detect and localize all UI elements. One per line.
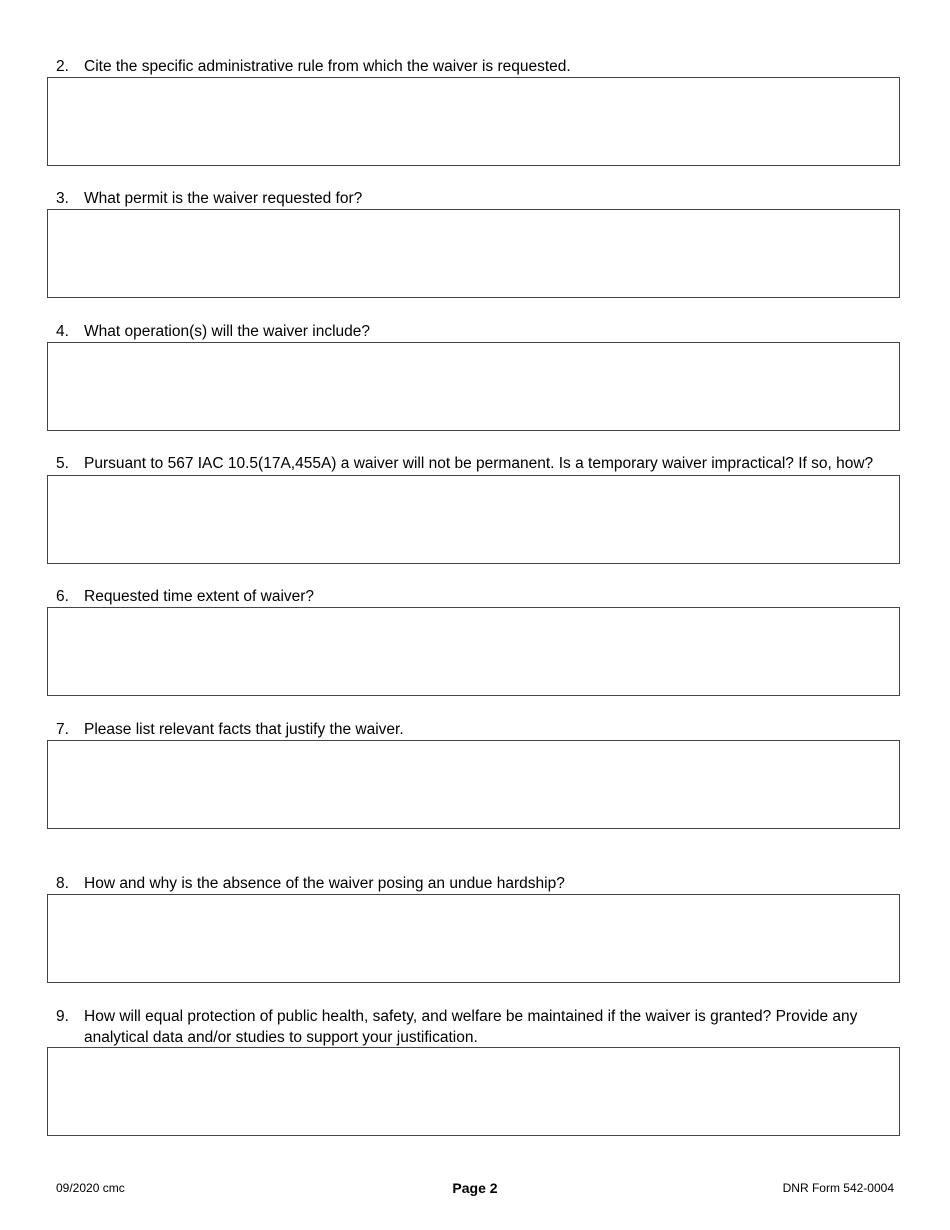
question-6 bbox=[56, 586, 896, 607]
question-number: 6. bbox=[56, 588, 69, 605]
answer-box-3[interactable] bbox=[47, 209, 900, 298]
answer-box-7[interactable] bbox=[47, 740, 900, 829]
question-8 bbox=[56, 873, 896, 894]
question-5 bbox=[56, 453, 896, 474]
answer-box-8[interactable] bbox=[47, 894, 900, 983]
question-7 bbox=[56, 719, 896, 740]
question-text: What permit is the waiver requested for? bbox=[84, 190, 363, 207]
answer-box-4[interactable] bbox=[47, 342, 900, 431]
question-2 bbox=[56, 56, 896, 77]
question-text: Pursuant to 567 IAC 10.5(17A,455A) a waiver will not be permanent. Is a temporary waiver impractical? If so, how? bbox=[84, 455, 874, 472]
answer-box-5[interactable] bbox=[47, 475, 900, 564]
question-9 bbox=[56, 1006, 896, 1048]
question-number: 8. bbox=[56, 875, 69, 892]
answer-box-2[interactable] bbox=[47, 77, 900, 166]
question-text: How and why is the absence of the waiver posing an undue hardship? bbox=[84, 875, 565, 892]
footer-revision-date: 09/2020 cmc bbox=[56, 1181, 125, 1195]
answer-box-6[interactable] bbox=[47, 607, 900, 696]
question-number: 5. bbox=[56, 455, 69, 472]
answer-box-9[interactable] bbox=[47, 1047, 900, 1136]
footer-page-number: Page 2 bbox=[452, 1180, 498, 1196]
question-text: Cite the specific administrative rule from which the waiver is requested. bbox=[84, 58, 571, 75]
question-number: 4. bbox=[56, 323, 69, 340]
question-number: 7. bbox=[56, 721, 69, 738]
question-text: How will equal protection of public health, safety, and welfare be maintained if the waiver is granted? Provide any analytical data and/or studies to support your justification. bbox=[84, 1008, 858, 1046]
question-text: Requested time extent of waiver? bbox=[84, 588, 315, 605]
question-number: 3. bbox=[56, 190, 69, 207]
question-text: Please list relevant facts that justify the waiver. bbox=[84, 721, 404, 738]
question-4 bbox=[56, 321, 896, 342]
question-number: 2. bbox=[56, 58, 69, 75]
footer-form-number: DNR Form 542-0004 bbox=[782, 1181, 894, 1195]
question-3 bbox=[56, 188, 896, 209]
question-number: 9. bbox=[56, 1008, 69, 1025]
question-text: What operation(s) will the waiver include? bbox=[84, 323, 371, 340]
